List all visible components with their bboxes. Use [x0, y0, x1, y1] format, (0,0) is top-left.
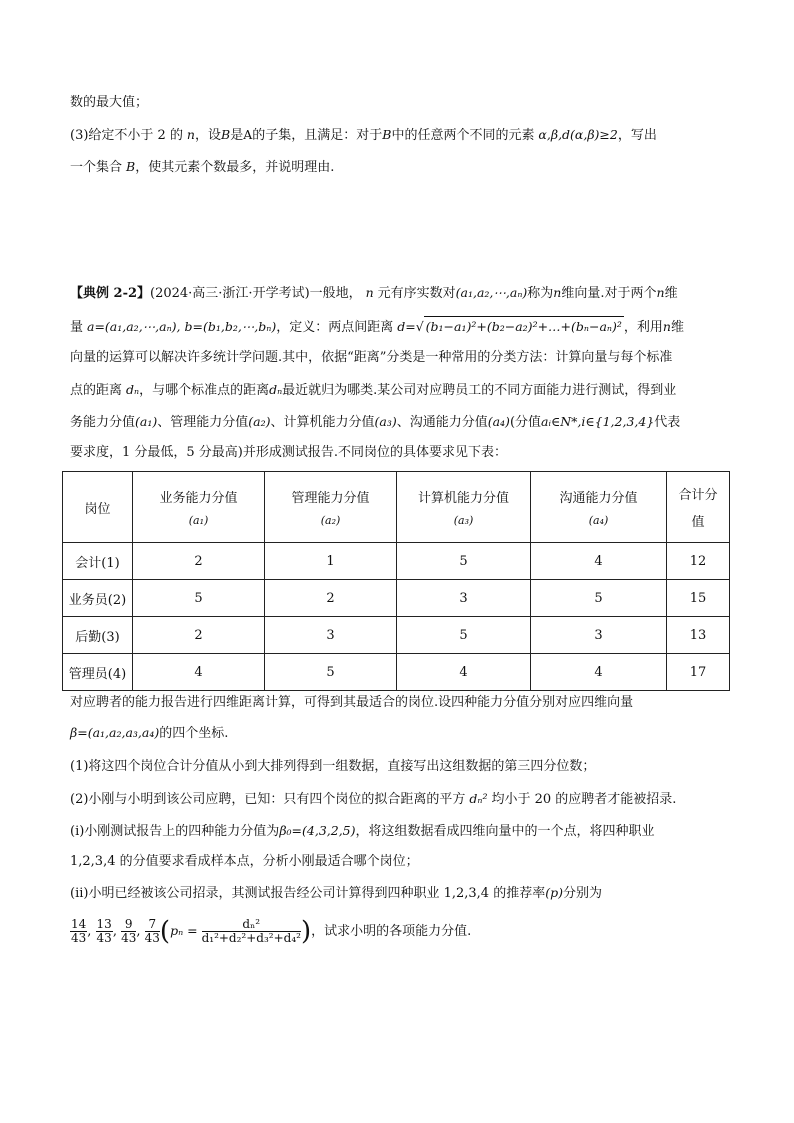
table-cell: 17: [667, 654, 730, 691]
question-2-ii: (ii)小明已经被该公司招录，其测试报告经公司计算得到四种职业 1,2,3,4 的推荐率(p)分别为: [70, 885, 602, 901]
table-cell: 5: [397, 543, 531, 580]
table-cell: 15: [667, 580, 730, 617]
header-cell: 计算机能力分值 (a₃): [397, 472, 531, 543]
table-cell: 5: [133, 580, 265, 617]
example-line-1: 【典例 2-2】(2024·高三·浙江·开学考试)一般地， n 元有序实数对(a₁,a₂,⋯,aₙ)称为n维向量.对于两个n维: [70, 285, 678, 301]
table-row: [63, 654, 730, 691]
table-cell: 12: [667, 543, 730, 580]
table-cell: 2: [133, 617, 265, 654]
example-tag: 【典例 2-2】: [70, 286, 151, 301]
table-cell: 3: [531, 617, 667, 654]
table-cell: 后勤(3): [63, 617, 133, 654]
fraction: $\frac{9}{43}$: [121, 917, 137, 945]
table-cell: 4: [531, 654, 667, 691]
table-cell: 2: [133, 543, 265, 580]
fraction: $\frac{13}{43}$: [96, 917, 112, 945]
table-cell: 会计(1): [63, 543, 133, 580]
table-cell: 4: [133, 654, 265, 691]
question-1: (1)将这四个岗位合计分值从小到大排列得到一组数据，直接写出这组数据的第三四分位数；: [70, 759, 596, 774]
table-cell: 13: [667, 617, 730, 654]
table-cell: 5: [265, 654, 397, 691]
table-cell: 业务员(2): [63, 580, 133, 617]
table-cell: 5: [531, 580, 667, 617]
fraction: $\frac{14}{43}$: [71, 917, 87, 945]
table-cell: 管理员(4): [63, 654, 133, 691]
example-line-2: 量 a=(a₁,a₂,⋯,aₙ), b=(b₁,b₂,⋯,bₙ)，定义：两点间距离 d=√ (b₁−a₁)²+(b₂−a₂)²+…+(bₙ−aₙ)² ，利用n维: [70, 316, 730, 338]
table-cell: 5: [397, 617, 531, 654]
table-cell: 1: [265, 543, 397, 580]
prev-line-3: 一个集合 B，使其元素个数最多，并说明理由.: [70, 159, 335, 175]
prev-line-1: 数的最大值；: [70, 95, 149, 110]
table-cell: 3: [397, 580, 531, 617]
after-line-1: 对应聘者的能力报告进行四维距离计算，可得到其最适合的岗位.设四种能力分值分别对应四维向量: [70, 695, 634, 710]
example-line-4: 点的距离 dₙ，与哪个标准点的距离dₙ最近就归为哪类.某公司对应聘员工的不同方面能力进行测试，得到业: [70, 382, 677, 398]
table-cell: 2: [265, 580, 397, 617]
header-cell: 合计分 值: [667, 472, 730, 543]
table-header-row: [63, 472, 730, 543]
prev-line-2: (3)给定不小于 2 的 n，设B是A的子集，且满足：对于B中的任意两个不同的元素 α,β,d(α,β)≥2，写出: [70, 127, 657, 143]
header-cell: 沟通能力分值 (a₄): [531, 472, 667, 543]
table-cell: 4: [397, 654, 531, 691]
requirements-table: [62, 471, 730, 691]
header-cell: 岗位: [63, 472, 133, 543]
after-line-2: β=(a₁,a₂,a₃,a₄)的四个坐标.: [70, 725, 229, 741]
question-2-i-cont: 1,2,3,4 的分值要求看成样本点，分析小刚最适合哪个岗位；: [70, 854, 419, 869]
question-2: (2)小刚与小明到该公司应聘，已知：只有四个岗位的拟合距离的平方 dₙ² 均小于 20 的应聘者才能被招录.: [70, 791, 677, 807]
question-2-i: (i)小刚测试报告上的四种能力分值为β₀=(4,3,2,5)，将这组数据看成四维向量中的一个点，将四种职业: [70, 823, 655, 839]
table-row: [63, 617, 730, 654]
header-cell: 业务能力分值 (a₁): [133, 472, 265, 543]
table-cell: 3: [265, 617, 397, 654]
example-line-3: 向量的运算可以解决许多统计学问题.其中，依据“距离”分类是一种常用的分类方法：计算向量与每个标准: [70, 350, 673, 365]
example-line-6: 要求度，1 分最低，5 分最高)并形成测试报告.不同岗位的具体要求见下表：: [70, 445, 508, 460]
table-row: [63, 580, 730, 617]
example-line-5: 务能力分值(a₁)、管理能力分值(a₂)、计算机能力分值(a₃)、沟通能力分值(a₄)(分值aᵢ∈N*,i∈{1,2,3,4}代表: [70, 414, 681, 430]
question-2-ii-fractions: $\frac{14}{43}$ , $\frac{13}{43}$ , $\frac{9}{43}$ , $\frac{7}{43}$ (pₙ = $\frac{\text{dₙ²}}{\text{d₁²+d₂²+d₃²+d₄²}}$ )，试求小明的各项能力分值.: [71, 916, 472, 947]
table-cell: 4: [531, 543, 667, 580]
header-cell: 管理能力分值 (a₂): [265, 472, 397, 543]
fraction: $\frac{7}{43}$: [144, 917, 160, 945]
table-row: [63, 543, 730, 580]
recommend-rate-formula: $\frac{\text{dₙ²}}{\text{d₁²+d₂²+d₃²+d₄²}}$: [201, 917, 301, 945]
